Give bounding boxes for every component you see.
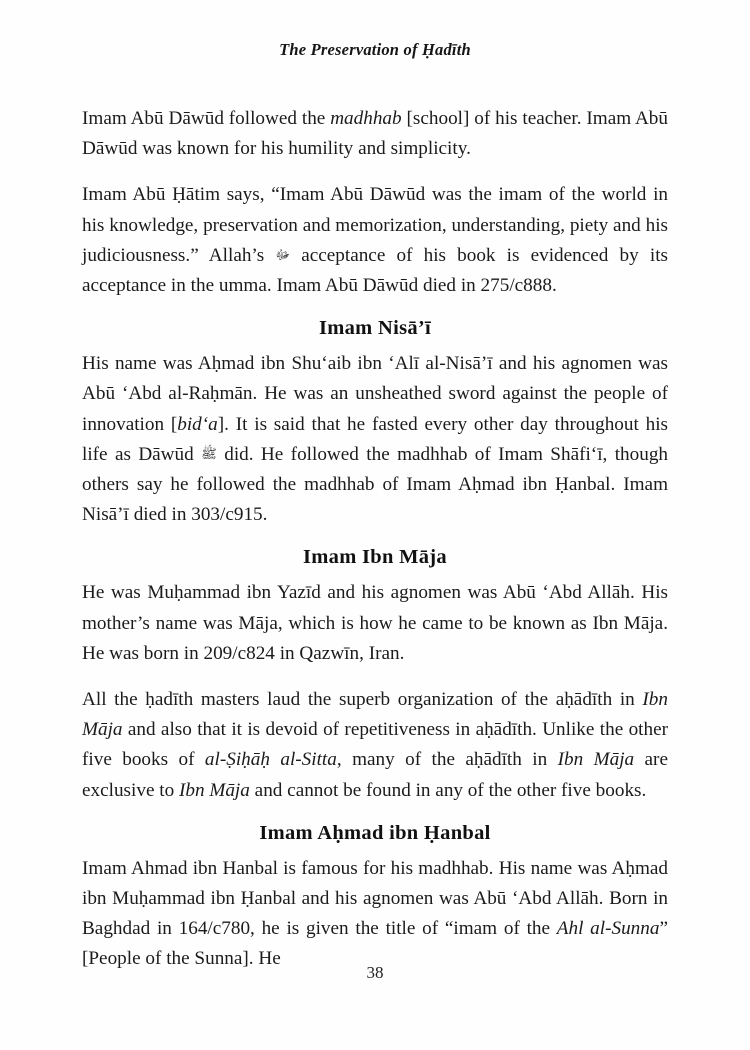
text-run: ]. It is said that he fasted every other day throughout his life as Dāwūd [82, 413, 668, 465]
paragraph-ahmad-ibn-hanbal [82, 854, 668, 975]
italic-bida: bid‘a [177, 413, 218, 435]
text-run: His name was Aḥmad ibn Shu‘aib ibn ‘Alī al-Nisā’ī and his agnomen was Abū ‘Abd al-Raḥmān. He was an unsheathed sword against the people of innovation [ [82, 353, 668, 435]
italic-ahl-al-sunna: Ahl al-Sunna [556, 918, 660, 940]
text-run: Imam Ahmad ibn Hanbal is famous for his madhhab. His name was Aḥmad ibn Muḥammad ibn Ḥanbal and his agnomen was Abū ‘Abd Allāh. Born in Baghdad in 164/c780, he is given the title of “imam of the [82, 857, 668, 940]
text-run: are exclusive to [82, 749, 668, 801]
italic-al-sihah-al-sitta: al-Ṣiḥāḥ al-Sitta [204, 749, 337, 771]
heading-imam-ibn-maja: Imam Ibn Māja [303, 546, 447, 569]
italic-ibn-maja-1: Ibn Māja [82, 689, 668, 741]
page-body [82, 104, 668, 975]
prophet-honorific-glyph: ﷺ [201, 446, 217, 462]
text-run: acceptance of his book is evidenced by its acceptance in the umma. Imam Abū Dāwūd died in 275/c888. [82, 244, 668, 297]
text-run: and cannot be found in any of the other five books. [249, 779, 647, 801]
text-run: Imam Abū Ḥātim says, “Imam Abū Dāwūd was the imam of the world in his knowledge, preservation and memorization, understanding, piety and his judiciousness.” Allah’s [82, 184, 668, 266]
text-run: Imam Abū Dāwūd followed the [82, 108, 331, 129]
running-head: The Preservation of Ḥadīth [279, 40, 471, 59]
text-run: [school] of his teacher. Imam Abū Dāwūd was known for his humility and simplicity. [82, 108, 668, 160]
page-number: 38 [366, 963, 384, 982]
heading-imam-nisai: Imam Nisā’ī [318, 317, 432, 340]
text-run: He was Muḥammad ibn Yazīd and his agnomen was Abū ‘Abd Allāh. His mother’s name was Māja, which is how he came to be known as Ibn Māja. He was born in 209/c824 in Qazwīn, Iran. [82, 582, 668, 664]
italic-madhhab: madhhab [330, 108, 402, 129]
heading-imam-ahmad-ibn-hanbal: Imam Aḥmad ibn Ḥanbal [259, 821, 491, 844]
paragraph-imam-nisai [82, 349, 668, 530]
paragraph-ibn-maja-organization [82, 685, 668, 806]
allah-honorific-glyph: ﷻ [275, 247, 291, 263]
text-run: All the ḥadīth masters laud the superb organization of the aḥādīth in [82, 689, 643, 711]
text-run: and also that it is devoid of repetitiveness in aḥādīth. Unlike the other five books of [82, 719, 668, 771]
text-run: ” [People of the Sunna]. He [82, 918, 668, 970]
paragraph-abu-dawud-madhhab [82, 104, 668, 164]
italic-ibn-maja-2: Ibn Māja [557, 749, 635, 771]
italic-ibn-maja-3: Ibn Māja [178, 779, 250, 801]
paragraph-ibn-maja-biography [82, 578, 668, 669]
paragraph-abu-hatim-quote [82, 180, 668, 301]
text-run: , many of the aḥādīth in [336, 749, 558, 771]
text-run: did. He followed the madhhab of Imam Shāfi‘ī, though others say he followed the madhhab of Imam Aḥmad ibn Ḥanbal. Imam Nisā’ī died in 303/c915. [82, 443, 669, 526]
